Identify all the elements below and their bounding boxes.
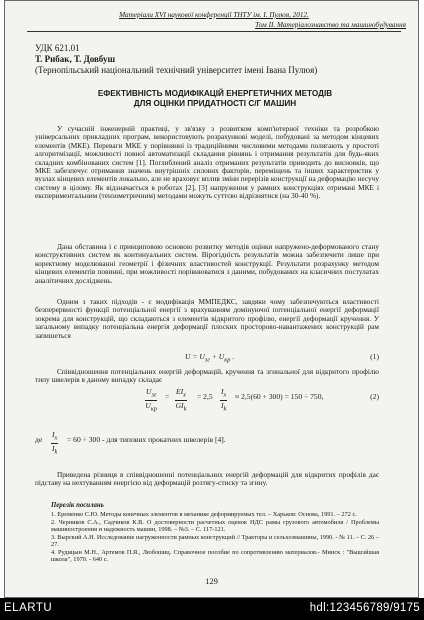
- article-title: [25, 89, 405, 108]
- authors: Т. Рибак, Т. Довбуш: [35, 54, 116, 64]
- header-divider: [27, 31, 401, 32]
- equation-2-coefficient: = 2,5: [197, 392, 213, 401]
- affiliation: (Тернопільський національний технічний університет імені Івана Пулюя): [35, 65, 318, 75]
- article-title-line-1: ЕФЕКТИВНІСТЬ МОДИФІКАЦІЙ ЕНЕРГЕТИЧНИХ МЕТОДІВ: [97, 89, 333, 98]
- udk-code: УДК 621.01: [35, 43, 80, 53]
- journal-page: [4, 0, 419, 598]
- fraction-inertia-definition: $\frac{I_x}{I_k}$: [52, 430, 58, 456]
- repository-name: ELARTU: [4, 602, 53, 614]
- references-heading: Перелік посилань: [51, 502, 104, 509]
- reference-item: 4. Рудицын М.Н., Артемов П.Я., Любошиц. Справочное пособие по сопротивлению материалов.- Минск : "Вышэйшая школа", 1970. - 640 с.: [51, 548, 379, 563]
- paragraph-5: Приведена різниця в співвідношенні потенціальних енергій деформацій для відкритих профілів дає підставу на нехтуванням енергією від деформацій розтягу-стиску та згину.: [35, 470, 379, 488]
- equation-2-number: (2): [370, 392, 379, 401]
- definition-line: де $\frac{I_x}{I_k}$ = 60 ÷ 300 - для типових прокатних швелерів [4].: [35, 430, 226, 456]
- references-list: [51, 511, 379, 564]
- handle-identifier[interactable]: hdl:123456789/9175: [309, 602, 420, 614]
- page-number: 129: [205, 576, 218, 586]
- fraction-inertia-ratio: $\frac{I_x}{I_k}$: [221, 387, 227, 413]
- running-header-conference: Матеріали XVI наукової конференції ТНТУ ім. І. Пулюя, 2012.: [119, 11, 309, 19]
- running-header-volume: Том II. Матеріалознавство та машинобудування: [255, 21, 406, 29]
- paragraph-4: Співвідношення потенціальних енергій деформацій, кручення та згинальної для відкритого профілю типу швелерів в даному випадку складає: [35, 367, 379, 385]
- fraction-stiffness-ratio: $EI_x$ $GI_k$: [175, 387, 187, 413]
- equation-1-number: (1): [370, 352, 379, 361]
- equation-1-expression: $U = U_{зг} + U_{кр}$ .: [185, 352, 235, 364]
- reference-item: 1. Еременко С.Ю. Методы конечных элементов в механике деформируемых тел. – Харьков: Основа, 1991. – 272 с.: [51, 511, 357, 518]
- reference-item: 3. Вырский А.Н. Исследование нагруженности рамных конструкций // Тракторы и сельхозмашины, 1990. - № 11. – С. 26 – 27.: [51, 533, 380, 548]
- repository-footer-bar: [0, 598, 424, 620]
- article-title-line-2: ДЛЯ ОЦІНКИ ПРИДАТНОСТІ С/Г МАШИН: [133, 98, 297, 108]
- fraction-energy-ratio: $U_{зг}$ $U_{кр}$: [145, 387, 158, 413]
- equation-2-result: ≈ 2,5(60 + 300) = 150 ÷ 750,: [235, 392, 324, 401]
- paragraph-3: Одним з таких підходів - є модифікація ММПЕДКС, завдяки чому забезпечуються властивості безперервності функції потенціальної енергії з врахуванням домінуючої потенціальної енергії деформації зокрема для конструкцій, що складаються з елементів відкритого профілю, енергії деформації кручення. У загальному випадку потенціальна енергія деформації плоских просторово-навантажених конструкцій рам запишеться: [35, 297, 379, 340]
- paragraph-2: Дана обставина і є принциповою основою розвитку методів оцінки напружено-деформованого стану конструктивних систем як континуальних систем. Вірогідність результатів можна забезпечити лише при коректному моделюванні геометрії і фізичних властивостей конструкції. Результати розрахунку методом кінцевих елементів повинні, при можливості порівнюватися з даними, побудованих на класичних постулатах аналітичних досліджень.: [35, 242, 379, 285]
- equation-2: $U_{зг}$ $U_{кр}$ = $EI_x$ $GI_k$ = 2,5 $\frac{I_x}{I_k}$ ≈ 2,5(60 + 300) = 150 ÷ 750, (2): [145, 387, 379, 413]
- reference-item: 2. Черников С.А., Садчиков К.В. О достоверности расчетных оценок НДС рамы грузового автомобиля / Проблемы машиностроения и надежность машин, 1998. – №3. – С. 117-121.: [51, 518, 379, 533]
- paragraph-1: У сучасній інженерній практиці, у зв'язку з розвитком комп'ютерної техніки та розробкою універсальних прикладних програм, використовують розрахункові моделі, побудовані за методом кінцевих елементів (МКЕ). Переваги МКЕ у порівнянні із традиційними числовими методами полягають у простоті алгоритмізації, можливості повної автоматизації складання рівнянь і отримання результатів для будь-яких складних комбінованих систем [1]. Поглиблений аналіз отриманих результатів приводить до висновків, що МКЕ забезпечує отримання значень внутрішніх силових факторів, переміщень та інших характеристик у вузлах кінцевих елементів локально, але не враховує вплив зміни перерізів конструкції на деформацію несучу систему в цілому. Як відзначається в роботах [2], [3] напруження у рамних конструкціях отримані МКЕ і експериментальним (тензометричним) методами можуть суттєво відрізнятися (на 30-40 %).: [35, 124, 379, 201]
